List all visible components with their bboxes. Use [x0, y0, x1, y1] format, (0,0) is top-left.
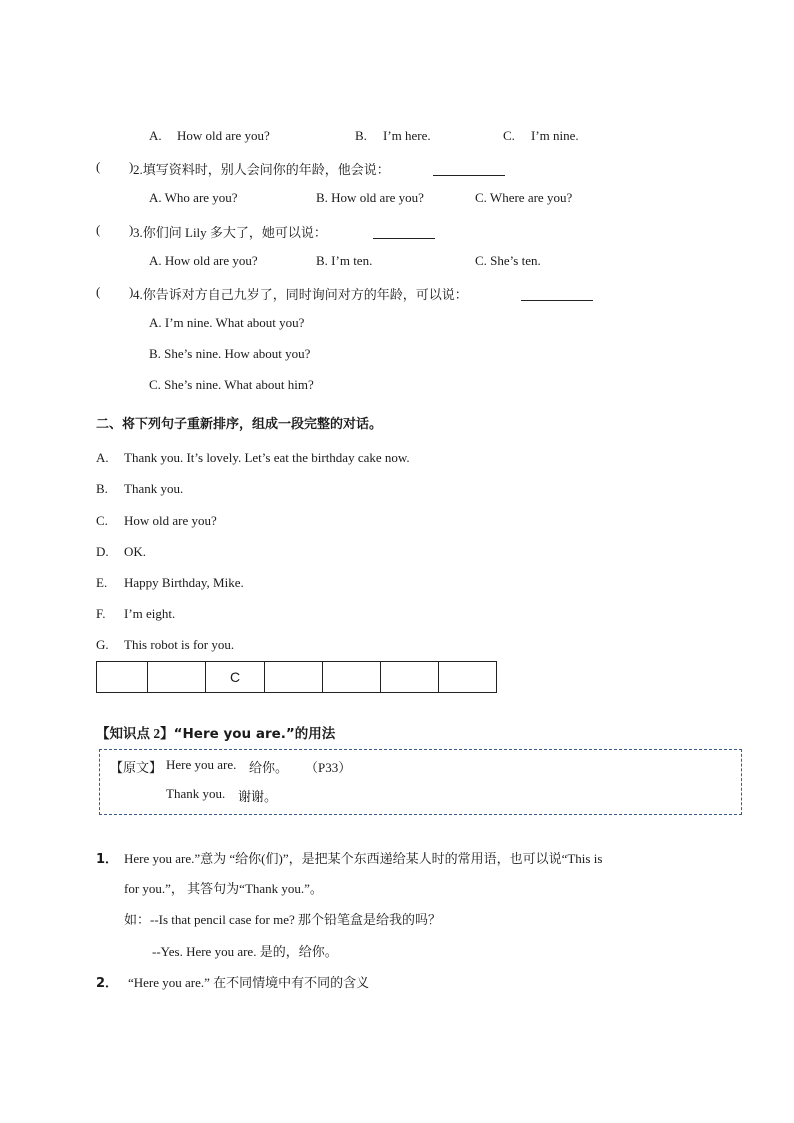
section2-heading: 二、将下列句子重新排序，组成一段完整的对话。: [96, 417, 383, 432]
answer-order-table: [96, 661, 497, 693]
answer-cell-6[interactable]: [381, 662, 439, 693]
point1-line2: for you.”， 其答句为“Thank you.”。: [124, 881, 323, 896]
point1-line1: Here you are.”意为 “给你(们)”，是把某个东西递给某人时的常用语，也可以说“This is: [124, 851, 603, 866]
reorder-item-text: How old are you?: [124, 513, 217, 528]
answer-cell-7[interactable]: [439, 662, 497, 693]
original-text-label: 【原文】: [110, 760, 163, 775]
reorder-item-letter: A.: [96, 450, 109, 465]
q3-paren-close: ): [129, 222, 134, 237]
answer-cell-3[interactable]: C: [206, 662, 265, 693]
reorder-item-text: Thank you.: [124, 481, 184, 496]
point2-number: 2．: [96, 976, 119, 991]
reorder-item-text: This robot is for you.: [124, 637, 235, 652]
q3-option-a: A. How old are you?: [149, 253, 258, 268]
point1-number: 1．: [96, 852, 119, 867]
reorder-item-text: I’m eight.: [124, 606, 176, 621]
reorder-item-letter: E.: [96, 575, 108, 590]
reorder-item-text: Happy Birthday, Mike.: [124, 575, 244, 590]
reorder-item-letter: F.: [96, 606, 106, 621]
q4-paren-open: (: [96, 284, 101, 299]
knowledge-heading-en: “Here you are.”: [173, 726, 295, 742]
answer-cell-1[interactable]: [97, 662, 148, 693]
q4-option-c: C. She’s nine. What about him?: [149, 377, 314, 392]
q4-paren-close: ): [129, 284, 134, 299]
point2-text: “Here you are.” 在不同情境中有不同的含义: [128, 975, 370, 990]
reorder-item-text: OK.: [124, 544, 147, 559]
point1-example2: --Yes. Here you are. 是的，给你。: [152, 944, 338, 959]
q4-stem: 4.你告诉对方自己九岁了，同时询问对方的年龄，可以说：: [133, 287, 468, 302]
q2-answer-blank[interactable]: [433, 163, 505, 176]
q4-option-a: A. I’m nine. What about you?: [149, 315, 305, 330]
q3-option-c: C. She’s ten.: [475, 253, 541, 268]
q2-option-a: A. Who are you?: [149, 190, 238, 205]
q2-paren-open: (: [96, 159, 101, 174]
answer-cell-5[interactable]: [323, 662, 381, 693]
original-line2-cn: 谢谢。: [238, 789, 278, 804]
reorder-item-letter: D.: [96, 544, 109, 559]
q3-answer-blank[interactable]: [373, 226, 435, 239]
q1-option-b-letter: B.: [355, 128, 367, 143]
q4-answer-blank[interactable]: [521, 288, 593, 301]
page-reference: （P33）: [305, 760, 352, 775]
q3-paren-open: (: [96, 222, 101, 237]
q3-stem: 3.你们问 Lily 多大了，她可以说：: [133, 225, 327, 240]
q2-option-b: B. How old are you?: [316, 190, 424, 205]
q3-option-b: B. I’m ten.: [316, 253, 373, 268]
original-line1-cn: 给你。: [249, 760, 289, 775]
q1-option-a-letter: A.: [149, 128, 162, 143]
q1-option-c-letter: C.: [503, 128, 515, 143]
reorder-item-text: Thank you. It’s lovely. Let’s eat the birthday cake now.: [124, 450, 410, 465]
reorder-item-letter: C.: [96, 513, 108, 528]
reorder-item-letter: B.: [96, 481, 108, 496]
q1-option-c: I’m nine.: [531, 128, 579, 143]
q4-option-b: B. She’s nine. How about you?: [149, 346, 311, 361]
knowledge-point-heading: [96, 722, 335, 742]
answer-cell-4[interactable]: [265, 662, 323, 693]
original-line2-en: Thank you.: [166, 786, 226, 801]
q2-paren-close: ): [129, 159, 134, 174]
original-line1-en: Here you are.: [166, 757, 237, 772]
point1-example1: 如：--Is that pencil case for me? 那个铅笔盒是给我的吗？: [124, 912, 441, 927]
answer-cell-2[interactable]: [148, 662, 206, 693]
knowledge-heading-prefix: 【知识点 2】: [96, 726, 174, 741]
reorder-item-letter: G.: [96, 637, 109, 652]
q1-option-a: How old are you?: [177, 128, 270, 143]
q2-stem: 2.填写资料时，别人会问你的年龄，他会说：: [133, 162, 390, 177]
q1-option-b: I’m here.: [383, 128, 431, 143]
q2-option-c: C. Where are you?: [475, 190, 573, 205]
knowledge-heading-suffix: 的用法: [294, 726, 336, 741]
